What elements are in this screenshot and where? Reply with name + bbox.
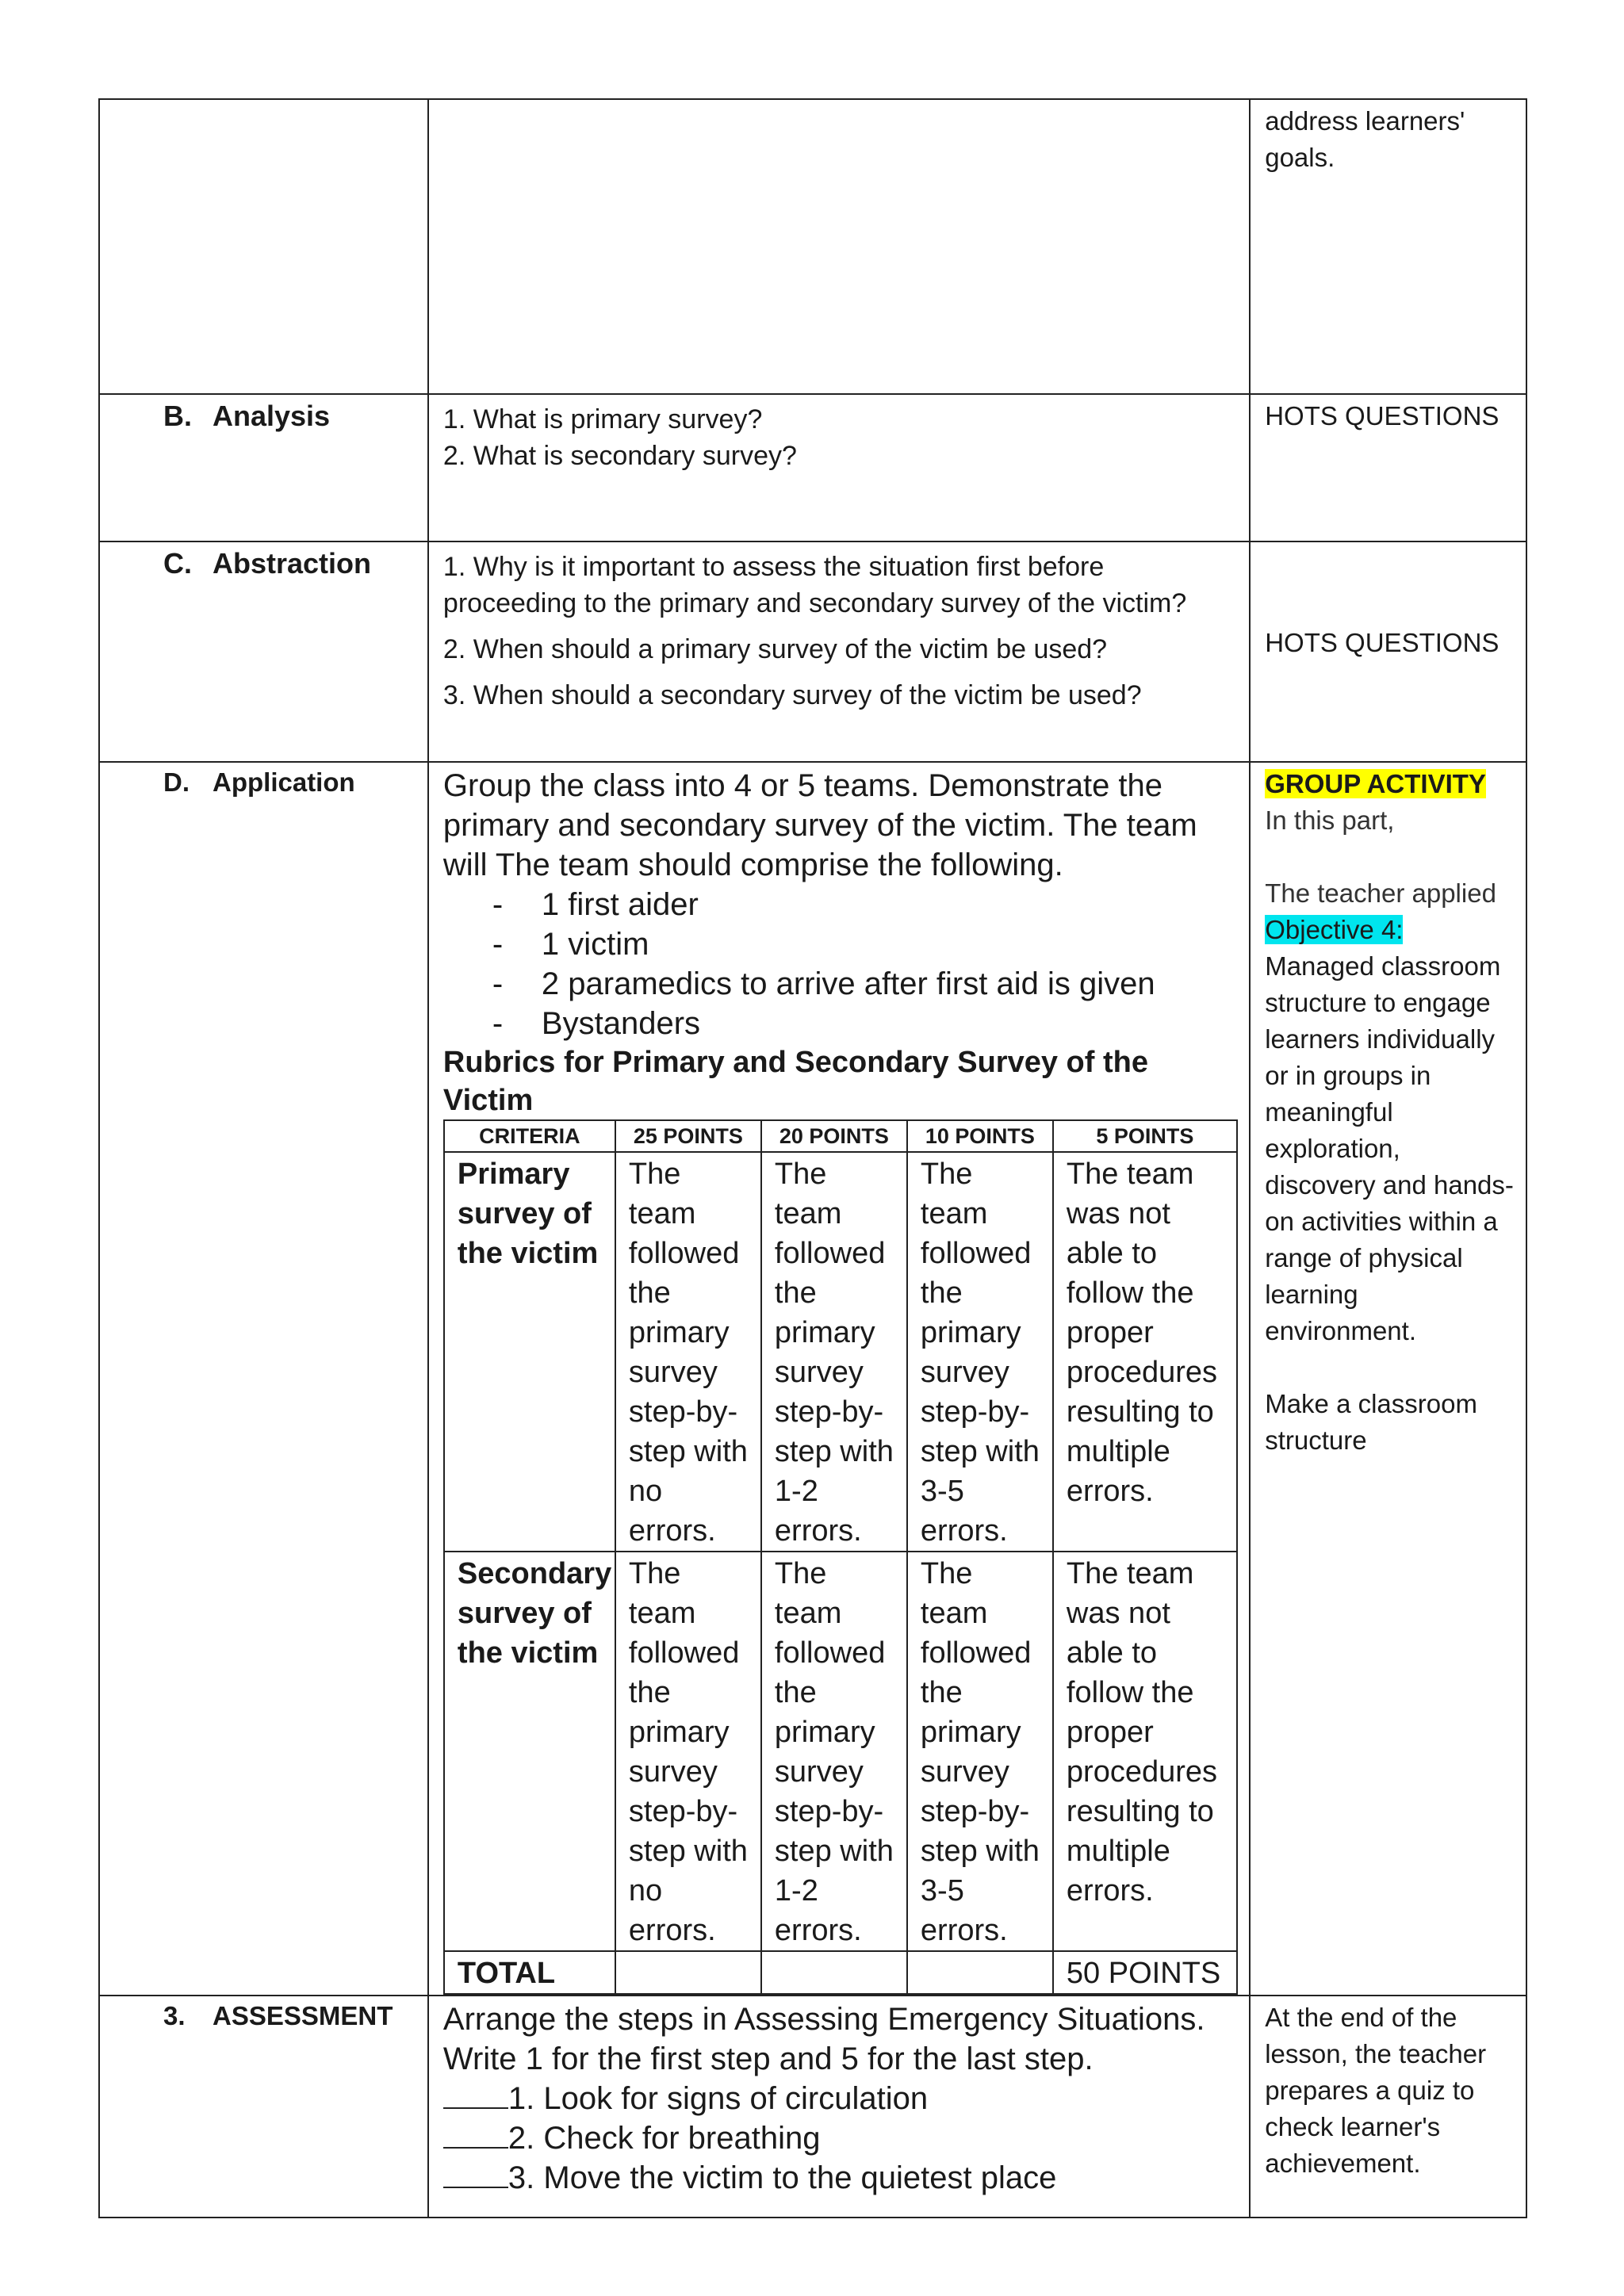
application-side-cell [1250,762,1526,1996]
member-item: - 1 first aider [492,885,1238,924]
rubric-cell-empty [615,1951,761,1994]
abstraction-side-text: HOTS QUESTIONS [1265,628,1500,657]
application-label-cell [99,762,428,1996]
rubric-cell-empty [907,1951,1053,1994]
assessment-item [443,2158,1238,2198]
analysis-label-num: B. [163,400,192,432]
application-content [429,763,1249,1995]
answer-blank[interactable] [443,2120,508,2149]
rubric-criteria-cell: Secondary survey of the victim [444,1552,615,1951]
application-side-line1: In this part, [1265,806,1395,835]
analysis-label [100,395,427,433]
assessment-label-num: 3. [163,2001,186,2030]
analysis-question-2: 2. What is secondary survey? [442,441,797,471]
application-label-text: Application [213,767,355,797]
rubric-title: Rubrics for Primary and Secondary Survey of the Victim [442,1046,1148,1117]
assessment-side-text: At the end of the lesson, the teacher prepares a quiz to check learner's achievement. [1265,2003,1487,2178]
row-abstraction [99,541,1526,762]
application-side-note: Make a classroom structure [1265,1389,1477,1455]
rubric-total-row [444,1951,1237,1994]
member-item: - Bystanders [492,1004,1238,1043]
assessment-content [429,1996,1249,2198]
rubric-header: 5 POINTS [1053,1120,1237,1152]
assessment-instruction: Arrange the steps in Assessing Emergency Situations. Write 1 for the first step and 5 for the last step. [442,2002,1205,2076]
abstraction-label-text: Abstraction [213,547,372,580]
group-activity-badge: GROUP ACTIVITY [1265,769,1486,798]
analysis-questions [429,395,1249,480]
application-content-cell [428,762,1250,1996]
application-label-num: D. [163,767,190,797]
rubric-row [444,1552,1237,1951]
analysis-label-text: Analysis [213,400,331,432]
assessment-item [443,2079,1238,2118]
rubric-cell: The team was not able to follow the proper procedures resulting to multiple errors. [1053,1152,1237,1552]
analysis-content-cell [428,394,1250,541]
application-member-list [443,885,1238,1043]
abstraction-question-3: 3. When should a secondary survey of the victim be used? [442,680,1142,710]
objective-text: Managed classroom structure to engage learners individually or in groups in meaningful exploration, discovery and hands-on activities within a range of physical learning environment. [1265,951,1514,1345]
abstraction-questions [429,542,1249,720]
application-label [100,763,427,798]
application-intro: Group the class into 4 or 5 teams. Demonstrate the primary and secondary survey of the victim. The team will The team should comprise the following. [442,768,1197,882]
rubric-cell: The team followed the primary survey step-by-step with 1-2 errors. [761,1552,907,1951]
rubric-header: 10 POINTS [907,1120,1053,1152]
row-assessment [99,1996,1526,2218]
abstraction-side-cell [1250,541,1526,762]
assessment-item [443,2118,1238,2158]
assessment-item-text: 1. Look for signs of circulation [508,2081,929,2116]
rubric-cell: The team followed the primary survey step-by-step with 3-5 errors. [907,1552,1053,1951]
rubric-table [443,1119,1238,1995]
rubric-cell: The team followed the primary survey step-by-step with no errors. [615,1152,761,1552]
rubric-cell: The team followed the primary survey step-by-step with 3-5 errors. [907,1152,1053,1552]
abstraction-content-cell [428,541,1250,762]
objective-badge: Objective 4: [1265,915,1404,944]
row-continuation-side-text: address learners' goals. [1265,106,1465,172]
rubric-cell: The team followed the primary survey step-by-step with no errors. [615,1552,761,1951]
assessment-side-cell [1250,1996,1526,2218]
rubric-header: 20 POINTS [761,1120,907,1152]
row-analysis [99,394,1526,541]
row-continuation-side-cell [1250,99,1526,394]
rubric-row [444,1152,1237,1552]
rubric-header: 25 POINTS [615,1120,761,1152]
rubric-header-row [444,1120,1237,1152]
answer-blank[interactable] [443,2080,508,2109]
lesson-plan-table [98,98,1527,2218]
application-side [1251,763,1526,1465]
rubric-header: CRITERIA [444,1120,615,1152]
row-continuation-content-cell [428,99,1250,394]
assessment-item-text: 2. Check for breathing [508,2121,821,2156]
assessment-content-cell [428,1996,1250,2218]
rubric-total-value: 50 POINTS [1053,1951,1237,1994]
row-continuation [99,99,1526,394]
assessment-label [100,1996,427,2031]
member-item: - 1 victim [492,924,1238,964]
rubric-cell: The team followed the primary survey step-by-step with 1-2 errors. [761,1152,907,1552]
abstraction-label-num: C. [163,547,192,580]
row-continuation-label-cell [99,99,428,394]
analysis-side-text: HOTS QUESTIONS [1265,401,1500,430]
abstraction-label-cell [99,541,428,762]
answer-blank[interactable] [443,2160,508,2188]
analysis-side-cell [1250,394,1526,541]
member-item: - 2 paramedics to arrive after first aid is given [492,964,1238,1004]
analysis-question-1: 1. What is primary survey? [442,404,763,434]
analysis-label-cell [99,394,428,541]
row-application [99,762,1526,1996]
rubric-cell-empty [761,1951,907,1994]
abstraction-label [100,542,427,580]
abstraction-question-2: 2. When should a primary survey of the victim be used? [442,634,1108,664]
abstraction-question-1: 1. Why is it important to assess the situation first before proceeding to the primary and secondary survey of the victim? [442,552,1187,618]
assessment-item-text: 3. Move the victim to the quietest place [508,2160,1057,2195]
assessment-label-text: ASSESSMENT [213,2001,393,2030]
rubric-cell: The team was not able to follow the proper procedures resulting to multiple errors. [1053,1552,1237,1951]
assessment-label-cell [99,1996,428,2218]
rubric-total-label: TOTAL [444,1951,615,1994]
rubric-criteria-cell: Primary survey of the victim [444,1152,615,1552]
application-side-line2: The teacher applied [1265,878,1496,908]
